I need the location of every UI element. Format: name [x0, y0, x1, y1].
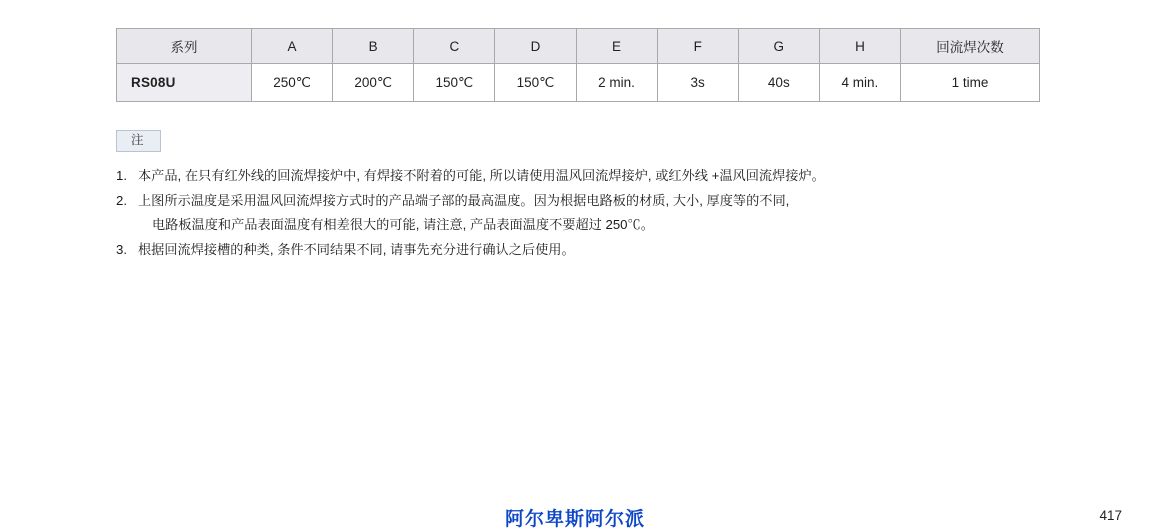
notes-list	[116, 164, 1076, 262]
note-body	[138, 164, 1076, 188]
table-header-row	[117, 29, 1040, 64]
list-item	[116, 189, 1076, 237]
table-header-cell-a: A	[252, 29, 333, 64]
reflow-spec-table-container	[116, 28, 1040, 102]
table-cell-h: 4 min.	[819, 64, 900, 102]
table-header-cell-e: E	[576, 29, 657, 64]
list-item	[116, 164, 1076, 188]
footer-logo: 阿尔卑斯阿尔派	[504, 509, 645, 530]
note-number: 3.	[116, 242, 127, 257]
table-cell-f: 3s	[657, 64, 738, 102]
table-header-cell-reflow-count: 回流焊次数	[901, 29, 1040, 64]
table-cell-a: 250℃	[252, 64, 333, 102]
table-cell-g: 40s	[738, 64, 819, 102]
note-line: 上图所示温度是采用温风回流焊接方式时的产品端子部的最高温度。因为根据电路板的材质, 大小, 厚度等的不同,	[138, 193, 790, 208]
table-cell-d: 150℃	[495, 64, 576, 102]
note-line: 电路板温度和产品表面温度有相差很大的可能, 请注意, 产品表面温度不要超过 250℃。	[152, 217, 654, 232]
table-cell-c: 150℃	[414, 64, 495, 102]
note-body	[138, 238, 1076, 262]
table-header-cell-d: D	[495, 29, 576, 64]
note-line: 根据回流焊接槽的种类, 条件不同结果不同, 请事先充分进行确认之后使用。	[138, 242, 575, 257]
note-line: 本产品, 在只有红外线的回流焊接炉中, 有焊接不附着的可能, 所以请使用温风回流焊接炉, 或红外线 +温风回流焊接炉。	[138, 168, 825, 183]
reflow-spec-table	[116, 28, 1040, 102]
table-body	[117, 64, 1040, 102]
table-header-cell-g: G	[738, 29, 819, 64]
table-cell-e: 2 min.	[576, 64, 657, 102]
table-cell-reflow-count: 1 time	[901, 64, 1040, 102]
table-header	[117, 29, 1040, 64]
note-body	[138, 189, 1076, 237]
notes-section	[116, 130, 1076, 263]
table-header-cell-f: F	[657, 29, 738, 64]
table-header-cell-h: H	[819, 29, 900, 64]
table-cell-b: 200℃	[333, 64, 414, 102]
table-cell-series: RS08U	[117, 64, 252, 102]
notes-badge: 注	[116, 130, 161, 152]
table-header-cell-b: B	[333, 29, 414, 64]
note-number: 1.	[116, 168, 127, 183]
note-number: 2.	[116, 193, 127, 208]
list-item	[116, 238, 1076, 262]
page-number: 417	[1099, 508, 1122, 523]
table-row	[117, 64, 1040, 102]
table-header-cell-c: C	[414, 29, 495, 64]
table-header-cell-series: 系列	[117, 29, 252, 64]
